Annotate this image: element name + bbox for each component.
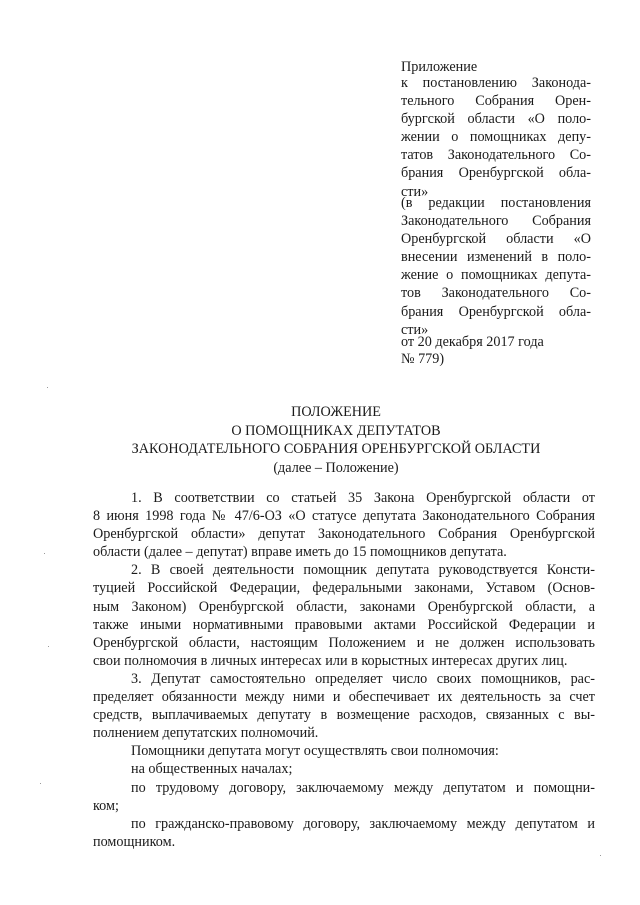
paragraph-5	[93, 760, 595, 778]
appendix-line: к постановлению Законода-	[401, 75, 591, 91]
paragraph-line: помощником.	[93, 833, 176, 850]
paragraph-line: туцией Российской Федерации, федеральными законами, Уставом (Основ-	[93, 580, 595, 597]
paragraph-line: 3. Депутат самостоятельно определяет число своих помощников, рас-	[131, 670, 595, 687]
paragraph-line: ным Законом) Оренбургской области, законами Оренбургской области, а	[93, 598, 595, 615]
paragraph-line: по трудовому договору, заключаемому между депутатом и помощни-	[131, 779, 595, 796]
edition-line: брания Оренбургской обла-	[401, 303, 591, 320]
paragraph-line: Помощники депутата могут осуществлять свои полномочия:	[131, 743, 499, 760]
appendix-line: жении о помощниках депу-	[401, 129, 591, 146]
title-subtitle: (далее – Положение)	[273, 459, 399, 476]
edition-line: (в редакции постановления	[401, 195, 591, 211]
paragraph-line: свои полномочия в личных интересах или в корыстных интересах других лиц.	[93, 652, 568, 669]
edition-line: Оренбургской области «О	[401, 231, 591, 248]
edition-line: жение о помощниках депута-	[401, 267, 591, 284]
scan-speck	[48, 646, 49, 647]
paragraph-line: средств, выплачиваемых депутату в возмещение расходов, связанных с вы-	[93, 707, 595, 724]
appendix-line: брания Оренбургской обла-	[401, 165, 591, 182]
paragraph-4	[93, 742, 595, 760]
edition-line: тов Законодательного Со-	[401, 285, 591, 302]
paragraph-6	[93, 779, 595, 815]
paragraph-2	[93, 561, 595, 670]
paragraph-line: на общественных началах;	[131, 761, 293, 778]
appendix-line: тельного Собрания Орен-	[401, 93, 591, 110]
appendix-line: бургской области «О поло-	[401, 111, 591, 128]
edition-line: сти»	[401, 321, 429, 338]
paragraph-line: пределяет обязанности между ними и обеспечивает их деятельность за счет	[93, 689, 595, 706]
paragraph-line: 8 июня 1998 года № 47/6-ОЗ «О статусе депутата Законодательного Собрания	[93, 508, 595, 525]
appendix-line: татов Законодательного Со-	[401, 147, 591, 164]
appendix-number: № 779)	[401, 351, 445, 367]
scan-speck	[44, 553, 45, 554]
paragraph-line: 1. В соответствии со статьей 35 Закона Оренбургской области от	[131, 490, 595, 506]
appendix-edition-note	[401, 194, 591, 339]
paragraph-line: 2. В своей деятельности помощник депутата руководствуется Консти-	[131, 562, 595, 579]
appendix-line: сти»	[401, 183, 429, 200]
appendix-reference	[401, 74, 591, 201]
appendix-date: от 20 декабря 2017 года	[401, 334, 544, 350]
paragraph-line: полнением депутатских полномочий.	[93, 725, 319, 742]
scan-speck	[600, 855, 601, 856]
scan-speck	[40, 783, 41, 784]
edition-line: внесении изменений в поло-	[401, 249, 591, 266]
paragraph-line: ком;	[93, 797, 119, 814]
paragraph-line: области (далее – депутат) вправе иметь до 15 помощников депутата.	[93, 544, 507, 561]
paragraph-3	[93, 670, 595, 742]
title-line: ПОЛОЖЕНИЕ	[291, 404, 381, 420]
title-line: О ПОМОЩНИКАХ ДЕПУТАТОВ	[231, 422, 441, 439]
paragraph-line: по гражданско-правовому договору, заключаемому между депутатом и	[131, 815, 595, 832]
title-line: ЗАКОНОДАТЕЛЬНОГО СОБРАНИЯ ОРЕНБУРГСКОЙ ОБЛАСТИ	[131, 441, 541, 458]
scan-speck	[47, 387, 48, 388]
paragraph-line: также иными нормативными правовыми актами Российской Федерации и	[93, 616, 595, 633]
appendix-heading: Приложение	[401, 59, 478, 75]
paragraph-1	[93, 489, 595, 561]
edition-line: Законодательного Собрания	[401, 213, 591, 230]
document-title	[80, 403, 592, 477]
document-body	[93, 489, 595, 851]
paragraph-7	[93, 815, 595, 851]
paragraph-line: Оренбургской области» депутат Законодательного Собрания Оренбургской	[93, 526, 595, 543]
paragraph-line: Оренбургской области, настоящим Положением и не должен использовать	[93, 634, 595, 651]
